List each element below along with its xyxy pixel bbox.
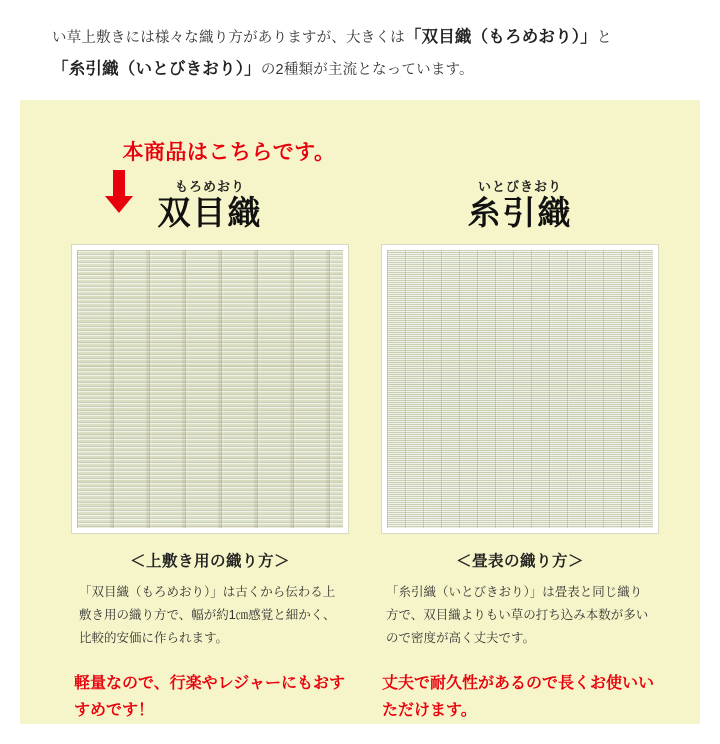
weave-texture-moromeori [77, 250, 343, 528]
title-moromeori: 双目織 [157, 194, 263, 231]
intro-text-c: の2種類が主流となっています。 [260, 62, 474, 78]
column-moromeori [60, 176, 360, 724]
description-itohikiori: 「糸引織（いとびきおり）」は畳表と同じ織り方で、双目織よりもい草の打ち込み本数が多いので密度が高く丈夫です。 [386, 585, 649, 645]
intro-text-b: と [596, 30, 612, 46]
rednote-itohikiori: 丈夫で耐久性があるので長くお使いいただけます。 [382, 675, 655, 719]
swatch-itohikiori [382, 245, 658, 533]
furigana-itohikiori: いとびきおり [477, 179, 562, 194]
comparison-panel [20, 100, 700, 724]
swatch-moromeori [72, 245, 348, 533]
subhead-moromeori: ＜上敷き用の織り方＞ [129, 553, 290, 570]
subhead-itohikiori: ＜畳表の織り方＞ [455, 553, 584, 570]
intro-term-moromeori: 「双目織（もろめおり）」 [404, 28, 597, 46]
intro-term-itohikiori: 「糸引織（いとびきおり）」 [52, 60, 261, 78]
rednote-moromeori: 軽量なので、行楽やレジャーにもおすすめです！ [74, 675, 345, 719]
description-moromeori: 「双目織（もろめおり）」は古くから伝わる上敷き用の織り方で、幅が約1㎝感覚と細かく、比較的安価に作られます。 [79, 585, 336, 645]
this-product-callout: 本商品はこちらです。 [122, 141, 336, 164]
furigana-moromeori: もろめおり [174, 179, 245, 194]
weave-texture-itohikiori [387, 250, 653, 528]
intro-paragraph [52, 22, 682, 86]
intro-text-a: い草上敷きには様々な織り方がありますが、大きくは [52, 30, 405, 46]
title-itohikiori: 糸引織 [467, 194, 573, 231]
column-itohikiori [370, 176, 670, 724]
